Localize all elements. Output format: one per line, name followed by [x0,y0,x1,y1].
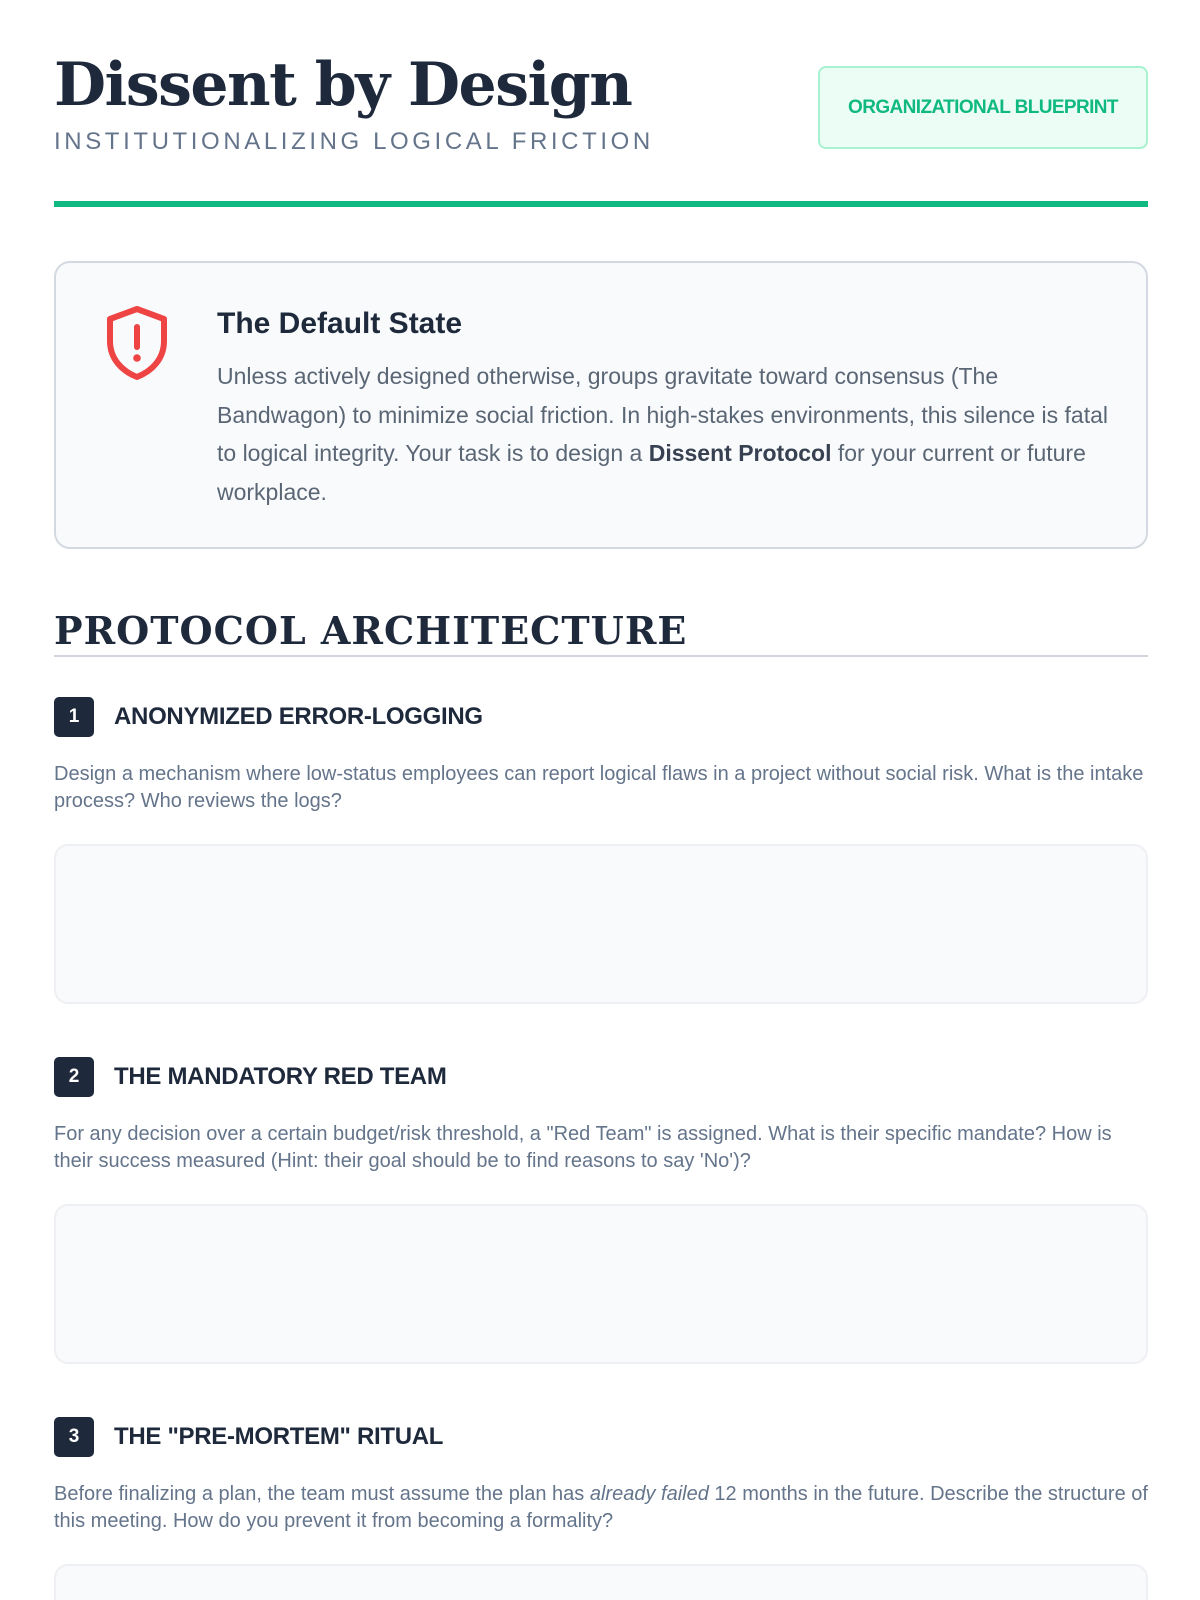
step-header [54,697,483,737]
callout-body-text: Unless actively designed otherwise, groups gravitate toward consensus (The Bandwagon) to minimize social friction. In high-stakes environments, this silence is fatal to logical integrity. Your task is to design a [217,363,1109,466]
page-header [54,0,1148,207]
step-number-badge: 3 [54,1417,94,1457]
section-title: PROTOCOL ARCHITECTURE [54,608,1148,657]
answer-field-3[interactable] [54,1564,1148,1600]
step-number-badge: 1 [54,697,94,737]
page-subtitle: INSTITUTIONALIZING LOGICAL FRICTION [54,128,654,155]
step-title: THE "PRE-MORTEM" RITUAL [114,1423,444,1450]
callout-body-tail: for your current or future workplace. [217,440,1086,505]
callout-heading: The Default State [217,307,463,340]
step-number-badge: 2 [54,1057,94,1097]
step-description-tail: 12 months in the future. Describe the structure of this meeting. How do you prevent it from becoming a formality? [54,1483,1148,1532]
step-description: For any decision over a certain budget/risk threshold, a "Red Team" is assigned. What is their specific mandate? How is their success measured (Hint: their goal should be to find reasons to say 'No')? [54,1123,1112,1172]
step-description-text: Before finalizing a plan, the team must assume the plan has [54,1483,590,1505]
callout-body-emphasis: Dissent Protocol [648,440,832,466]
answer-field-2[interactable] [54,1204,1148,1364]
step-description: Design a mechanism where low-status employees can report logical flaws in a project without social risk. What is the intake process? Who reviews the logs? [54,763,1144,812]
worksheet-page [54,0,1148,1532]
step-title: ANONYMIZED ERROR-LOGGING [114,703,483,730]
step-description [54,1481,1148,1535]
default-state-callout [54,261,1148,549]
page-title: Dissent by Design [54,50,632,120]
step-header [54,1057,447,1097]
shield-alert-icon [104,305,170,381]
answer-field-1[interactable] [54,844,1148,1004]
step-title: THE MANDATORY RED TEAM [114,1063,447,1090]
step-description-emphasis: already failed [589,1483,709,1505]
step-header [54,1417,443,1457]
callout-body [217,357,1117,511]
blueprint-badge: ORGANIZATIONAL BLUEPRINT [818,66,1148,149]
